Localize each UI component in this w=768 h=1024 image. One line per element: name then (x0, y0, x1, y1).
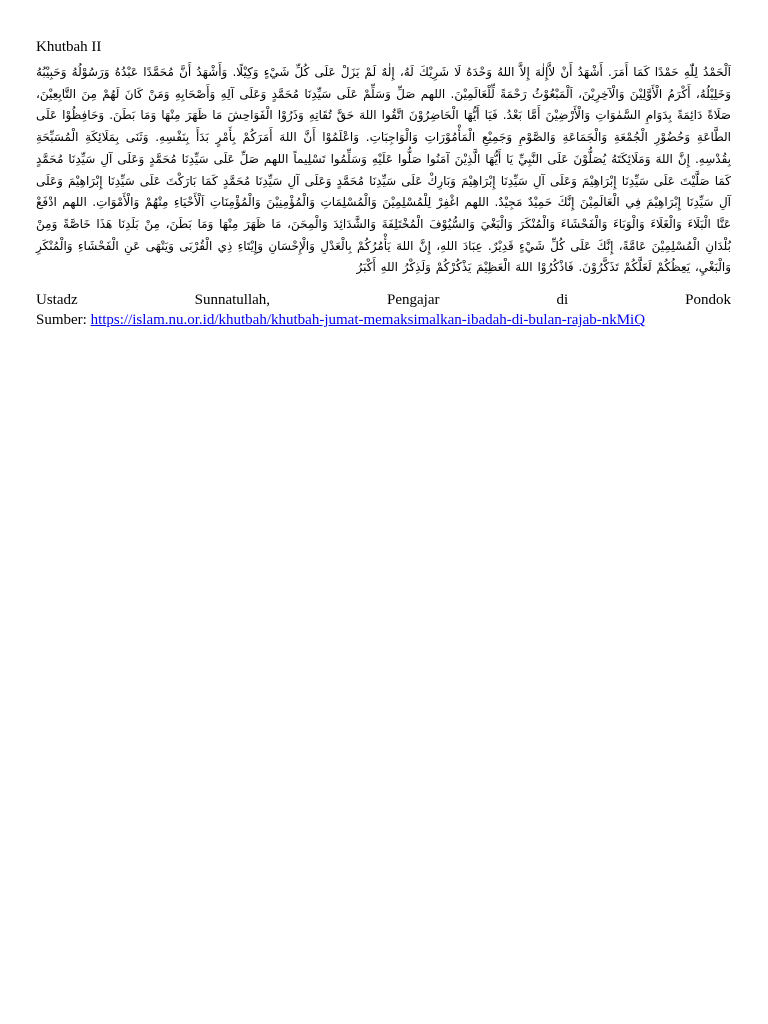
source-line (36, 310, 731, 330)
author-word: Ustadz (36, 292, 78, 309)
arabic-khutbah-text: اَلْحَمْدُ لِلّٰهِ حَمْدًا كَمَا أَمَرَ. أَشْهَدُ أَنْ لاَّإِلٰهَ إِلاَّ اللهُ وَحْدَهُ لَا شَرِيْكَ لَهُ، إِلٰهٌ لَمْ يَزَلْ عَلَى كُلِّ شَيْءٍ وَكِيْلًا. وَأَشْهَدُ أَنَّ مُحَمَّدًا عَبْدُهُ وَرَسُوْلُهُ وَحَبِيْبُهُ وَخَلِيْلُهُ، أَكْرَمُ الْأَوَّلِيْنَ وَالْآخِرِيْنَ، اَلْمَبْعُوْثُ رَحْمَةً لِّلْعَالَمِيْنَ. اللهم صَلِّ وَسَلِّمْ عَلَى سَيِّدِنَا مُحَمَّدٍ وَعَلَى آلِهِ وَأَصْحَابِهِ وَمَنْ كَانَ لَهُمْ مِنَ التَّابِعِيْنَ، صَلَاةً دَائِمَةً بِدَوَامِ السَّمٰوَاتِ وَالْأَرْضِيْنَ أَمَّا بَعْدُ. فَيَا أَيُّهَا الْحَاضِرُوْنَ اتَّقُوا اللهَ حَقَّ تُقَاتِهِ وَذَرُوْا الْفَوَاحِشَ مَا ظَهَرَ مِنْهَا وَمَا بَطَنَ. وَحَافِظُوْا عَلَى الطَّاعَةِ وَحُضُوْرِ الْجُمْعَةِ وَالْجَمَاعَةِ وَالصَّوْمِ وَجَمِيْعِ الْمَأْمُوْرَاتِ وَالْوَاجِبَاتِ. وَاعْلَمُوْا أَنَّ اللهَ أَمَرَكُمْ بِأَمْرٍ بَدَأَ بِنَفْسِهِ. وَثَنَى بِمَلَائِكَةِ الْمُسَبِّحَةِ بِقُدْسِهِ. إِنَّ اللهَ وَمَلَائِكَتَهُ يُصَلُّوْنَ عَلَى النَّبِيِّ يَا أَيُّهَا الَّذِيْنَ آمَنُوا صَلُّوا عَلَيْهِ وَسَلِّمُوا تَسْلِيماً اللهم صَلِّ عَلَى سَيِّدِنَا مُحَمَّدٍ وَعَلَى آلِ سَيِّدِنَا مُحَمَّدٍ كَمَا صَلَّيْتَ عَلَى سَيِّدِنَا إِبْرَاهِيْمَ وَعَلَى آلِ سَيِّدِنَا إِبْرَاهِيْمَ وَبَارِكْ عَلَى سَيِّدِنَا مُحَمَّدٍ وَعَلَى آلِ سَيِّدِنَا مُحَمَّدٍ كَمَا بَارَكْتَ عَلَى سَيِّدِنَا إِبْرَاهِيْمَ وَعَلَى آلِ سَيِّدِنَا إِبْرَاهِيْمَ فِي الْعَالَمِيْنَ إِنَّكَ حَمِيْدٌ مَجِيْدٌ. اللهم اغْفِرْ لِلْمُسْلِمِيْنَ وَالْمُسْلِمَاتِ وَالْمُؤْمِنِيْنَ وَالْمُؤْمِنَاتِ اَلْأَحْيَاءِ مِنْهُمْ وَالْأَمْوَاتِ. اللهم ادْفَعْ عَنَّا الْبَلَاءَ وَالْغَلَاءَ وَالْوَبَاءَ وَالْفَحْشَاءَ وَالْمُنْكَرَ وَالْبَغْيَ وَالسُّيُوْفَ الْمُخْتَلِفَةَ وَالشَّدَائِدَ وَالْمِحَنَ، مَا ظَهَرَ مِنْهَا وَمَا بَطَنَ، مِنْ بَلَدِنَا هَذَا خَاصَّةً وَمِنْ بُلْدَانِ الْمُسْلِمِيْنَ عَامَّةً، إِنَّكَ عَلَى كُلِّ شَيْءٍ قَدِيْرٌ. عِبَادَ اللهِ، إِنَّ اللهَ يَأْمُرُكُمْ بِالْعَدْلِ وَالْإِحْسَانِ وَإِيْتَاءِ ذِي الْقُرْبَى وَيَنْهَى عَنِ الْفَحْشَاءِ وَالْمُنْكَرِ وَالْبَغْيِ، يَعِظُكُمْ لَعَلَّكُمْ تَذَكَّرُوْنَ. فَاذْكُرُوْا اللهَ الْعَظِيْمَ يَذْكُرْكُمْ وَلَذِكْرُ اللهِ أَكْبَرُ (36, 65, 731, 275)
source-link[interactable]: https://islam.nu.or.id/khutbah/khutbah-jumat-memaksimalkan-ibadah-di-bulan-rajab-nkMiQ (90, 312, 646, 329)
khutbah-heading: Khutbah II (36, 39, 102, 55)
author-word: Sunnatullah, (194, 292, 271, 309)
source-label: Sumber: (36, 312, 87, 329)
author-word: Pengajar (387, 292, 440, 309)
author-word: di (556, 292, 569, 309)
author-word: Pondok (685, 292, 731, 309)
author-line (36, 291, 731, 310)
